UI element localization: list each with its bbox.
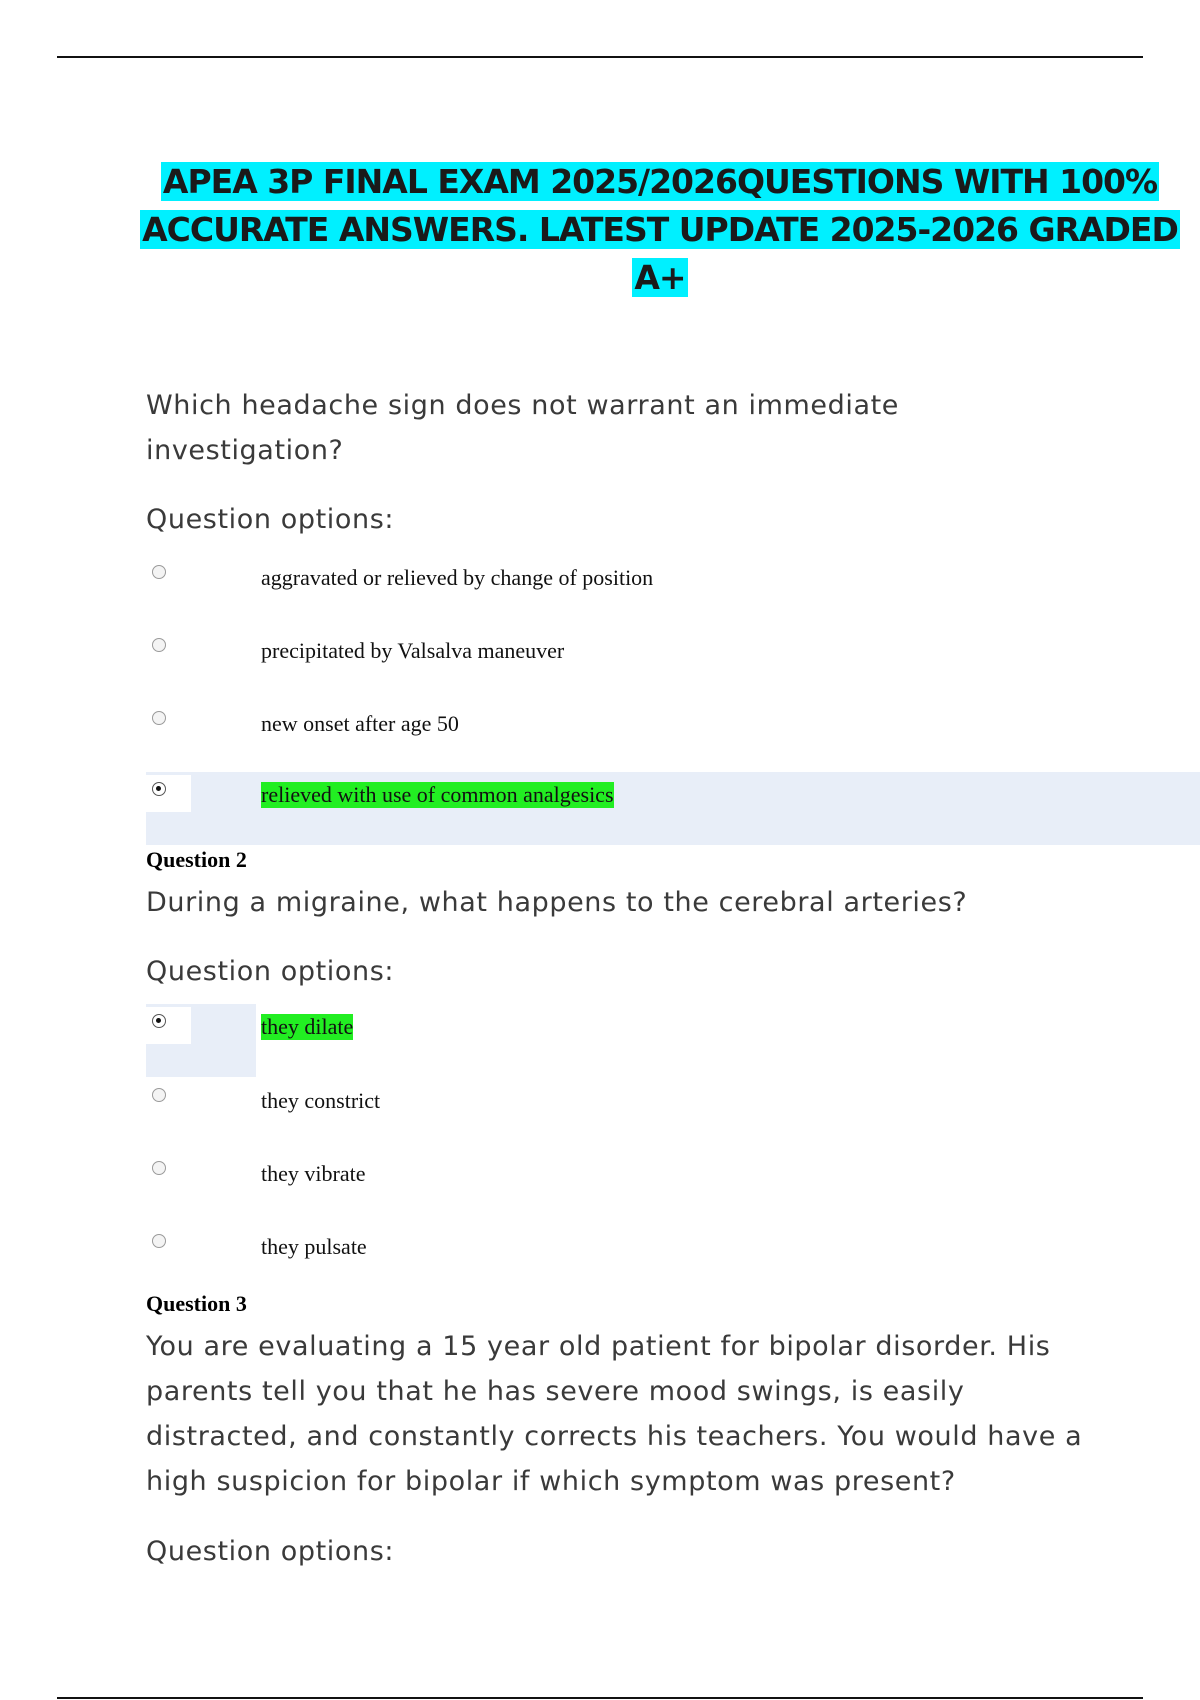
title-line-3: A+ — [634, 258, 686, 297]
question-1-options-label: Question options: — [146, 504, 395, 535]
radio-button[interactable] — [152, 1088, 166, 1102]
question-1-option-1[interactable] — [146, 555, 1200, 628]
option-label: precipitated by Valsalva maneuver — [261, 638, 565, 663]
radio-button-selected[interactable] — [152, 782, 166, 796]
option-label: aggravated or relieved by change of position — [261, 565, 654, 590]
option-label: they vibrate — [261, 1161, 366, 1186]
radio-button-selected[interactable] — [152, 1014, 166, 1028]
top-rule — [57, 56, 1143, 58]
question-2-option-4[interactable] — [146, 1224, 1200, 1297]
radio-button[interactable] — [152, 711, 166, 725]
bottom-rule — [57, 1697, 1143, 1699]
question-1-text: Which headache sign does not warrant an immediate investigation? — [146, 390, 899, 466]
document-title — [120, 158, 1200, 302]
question-3-options-label: Question options: — [146, 1536, 395, 1567]
radio-button[interactable] — [152, 565, 166, 579]
question-3-number: Question 3 — [146, 1291, 247, 1316]
title-line-2: ACCURATE ANSWERS. LATEST UPDATE 2025-2026 GRADED — [142, 210, 1178, 249]
question-2-option-2[interactable] — [146, 1078, 1200, 1151]
question-2-option-1[interactable] — [146, 1004, 354, 1077]
question-2-number: Question 2 — [146, 847, 247, 872]
question-1-option-2[interactable] — [146, 628, 1200, 701]
radio-button[interactable] — [152, 1234, 166, 1248]
question-2-text: During a migraine, what happens to the cerebral arteries? — [146, 887, 968, 918]
question-3-text: You are evaluating a 15 year old patient for bipolar disorder. His parents tell you that he has severe mood swings, is easily distracted, and constantly corrects his teachers. You would have a high suspicion for bipolar if which symptom was present? — [146, 1331, 1083, 1497]
option-label-correct: relieved with use of common analgesics — [261, 782, 614, 807]
option-label-correct: they dilate — [261, 1014, 354, 1039]
radio-button[interactable] — [152, 638, 166, 652]
title-line-1: APEA 3P FINAL EXAM 2025/2026QUESTIONS WITH 100% — [162, 162, 1158, 201]
question-2-option-3[interactable] — [146, 1151, 1200, 1224]
question-2-options-label: Question options: — [146, 956, 395, 987]
option-label: they constrict — [261, 1088, 381, 1113]
question-1-option-3[interactable] — [146, 701, 1200, 774]
option-label: new onset after age 50 — [261, 711, 459, 736]
question-1-option-4[interactable] — [146, 772, 1200, 845]
radio-button[interactable] — [152, 1161, 166, 1175]
option-label: they pulsate — [261, 1234, 367, 1259]
